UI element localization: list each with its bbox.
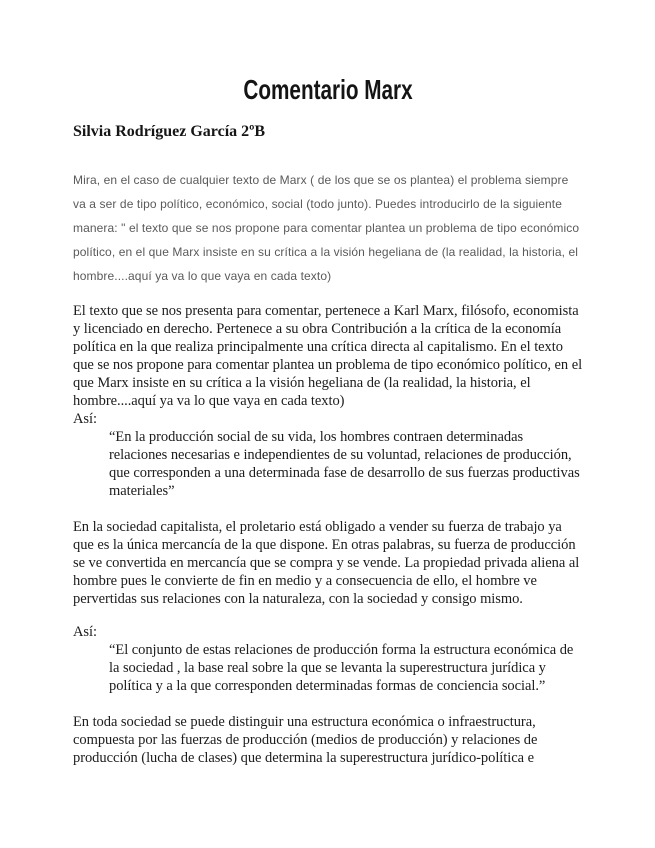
intro-note-paragraph: Mira, en el caso de cualquier texto de Marx ( de los que se os plantea) el problema siempre va a ser de tipo político, económico, social (todo junto). Puedes introducirlo de la siguiente manera: " el texto que se nos propone para comentar plantea un problema de tipo económico político, en el que Marx insiste en su crítica a la visión hegeliana de (la realidad, la historia, el hombre....aquí ya va lo que vaya en cada texto) bbox=[73, 173, 580, 283]
asi-label-1: Así: bbox=[73, 411, 97, 427]
asi-label-2: Así: bbox=[73, 624, 97, 640]
document-title: Comentario Marx bbox=[243, 74, 413, 105]
author-line: Silvia Rodríguez García 2ºB bbox=[73, 123, 266, 140]
marx-quote-1: “En la producción social de su vida, los hombres contraen determinadas relaciones necesarias e independientes de su voluntad, relaciones de producción, que corresponden a una determinada fase de desarrollo de sus fuerzas productivas materiales” bbox=[109, 429, 580, 499]
paragraph-structure: En toda sociedad se puede distinguir una estructura económica o infraestructura, compuesta por las fuerzas de producción (medios de producción) y relaciones de producción (lucha de clases) que determina la superestructura jurídico-política e bbox=[73, 714, 538, 766]
paragraph-presentation: El texto que se nos presenta para comentar, pertenece a Karl Marx, filósofo, economista y licenciado en derecho. Pertenece a su obra Contribución a la crítica de la economía política en la que realiza principalmente una crítica directa al capitalismo. En el texto que se nos propone para comentar plantea un problema de tipo económico político, en el que Marx insiste en su crítica a la visión hegeliana de (la realidad, la historia, el hombre....aquí ya va lo que vaya en cada texto) bbox=[73, 303, 583, 409]
marx-quote-2: “El conjunto de estas relaciones de producción forma la estructura económica de la sociedad , la base real sobre la que se levanta la superestructura jurídica y política y a la que corresponden determinadas formas de conciencia social.” bbox=[109, 642, 574, 694]
paragraph-capitalism: En la sociedad capitalista, el proletario está obligado a vender su fuerza de trabajo ya que es la única mercancía de la que dispone. En otras palabras, su fuerza de producción se ve convertida en mercancía que se compra y se vende. La propiedad privada aliena al hombre pues le convierte de fin en medio y a consecuencia de ello, el hombre ve pervertidas sus relaciones con la naturaleza, con la sociedad y consigo mismo. bbox=[73, 519, 580, 607]
